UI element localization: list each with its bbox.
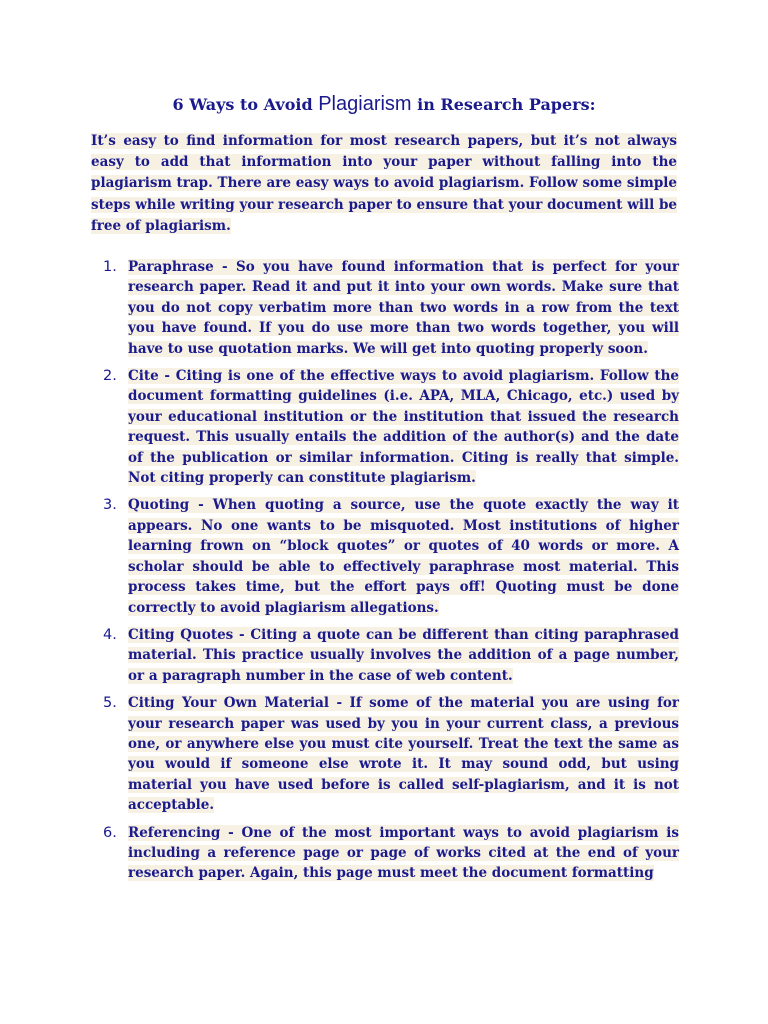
list-item — [91, 495, 679, 617]
list-item-text: Cite - Citing is one of the effective ways to avoid plagiarism. Follow the document formatting guidelines (i.e. APA, MLA, Chicago, etc.) used by your educational institution or the institution that issued the research request. This usually entails the addition of the author(s) and the date of the publication or similar information. Citing is really that simple. Not citing properly can constitute plagiarism. — [128, 368, 679, 487]
list-item — [91, 257, 679, 359]
list-item-number: 6. — [103, 824, 117, 841]
list-item-text: Quoting - When quoting a source, use the quote exactly the way it appears. No one wants to be misquoted. Most institutions of higher learning frown on “block quotes” or quotes of 40 words or more. A scholar should be able to effectively paraphrase most material. This process takes time, but the effort pays off! Quoting must be done correctly to avoid plagiarism allegations. — [128, 497, 679, 616]
list-item-number: 5. — [103, 695, 117, 712]
list-item-text: Citing Your Own Material - If some of the material you are using for your research paper was used by you in your current class, a previous one, or anywhere else you must cite yourself. Treat the text the same as you would if someone else wrote it. It may sound odd, but using material you have used before is called self-plagiarism, and it is not acceptable. — [128, 695, 679, 814]
document-title — [0, 92, 768, 117]
tips-list — [91, 257, 679, 891]
intro-text: It’s easy to find information for most research papers, but it’s not always easy to add that information into your paper without falling into the plagiarism trap. There are easy ways to avoid plagiarism. Follow some simple steps while writing your research paper to ensure that your document will be free of plagiarism. — [91, 133, 677, 234]
title-prefix: 6 Ways to Avoid — [172, 95, 319, 114]
title-emphasis: Plagiarism — [318, 93, 412, 115]
list-item — [91, 693, 679, 815]
title-suffix: in Research Papers: — [411, 95, 596, 114]
list-item-text: Referencing - One of the most important ways to avoid plagiarism is including a reference page or page of works cited at the end of your research paper. Again, this page must meet the document formatting — [128, 824, 679, 882]
list-item-text: Paraphrase - So you have found information that is perfect for your research paper. Read it and put it into your own words. Make sure that you do not copy verbatim more than two words in a row from the text you have found. If you do use more than two words together, you will have to use quotation marks. We will get into quoting properly soon. — [128, 259, 679, 357]
list-item — [91, 625, 679, 686]
list-item-number: 1. — [103, 259, 117, 275]
list-item-text: Citing Quotes - Citing a quote can be different than citing paraphrased material. This practice usually involves the addition of a page number, or a paragraph number in the case of web content. — [128, 626, 679, 684]
list-item-number: 2. — [103, 368, 117, 385]
list-item — [91, 366, 679, 488]
list-item-number: 3. — [103, 497, 117, 514]
intro-paragraph — [91, 131, 677, 237]
list-item-number: 4. — [103, 626, 117, 643]
list-item — [91, 823, 679, 884]
